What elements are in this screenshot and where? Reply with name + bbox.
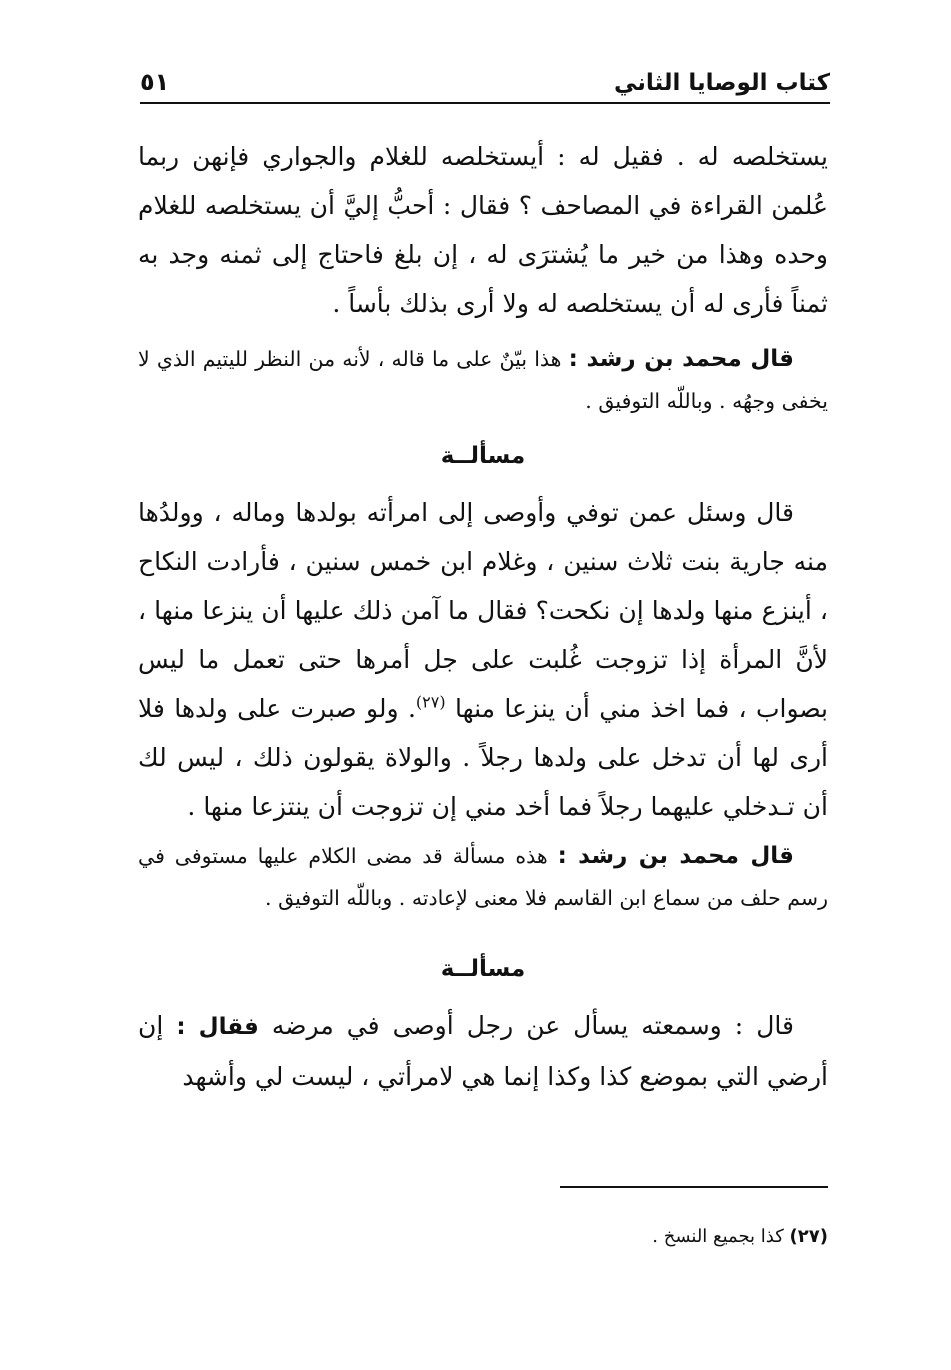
commentary-paragraph <box>138 835 828 919</box>
speaker-label: فقال : <box>176 1014 259 1040</box>
paragraph-text: وسمعته يسأل عن رجل أوصى في مرضه <box>258 1011 735 1040</box>
commentator-name: قال محمد بن رشد : <box>568 346 794 372</box>
paragraph-text: إن أرضي التي بموضع كذا وكذا إنما هي لامرأتي ، ليست لي وأشهد <box>138 1011 828 1091</box>
paragraph-text: يستخلصه له . فقيل له : أيستخلصه للغلام والجواري فإنهن ربما عُلمن القراءة في المصاحف ؟ فقال : أحبُّ إليَّ أن يستخلصه للغلام وحده وهذا من خير ما يُشترَى له ، إن بلغ فاحتاج إلى ثمنه وجد به ثمناً فأرى له أن يستخلصه له ولا أرى بذلك بأساً . <box>138 142 828 318</box>
paragraph <box>138 1001 828 1101</box>
page-body <box>138 132 828 1101</box>
footnote-divider <box>560 1186 828 1188</box>
commentator-name: قال محمد بن رشد : <box>557 843 794 869</box>
paragraph-text: قال وسئل عمن توفي وأوصى إلى امرأته بولدها وماله ، وولدُها منه جارية بنت ثلاث سنين ، وغلام ابن خمس سنين ، فأرادت النكاح ، أينزع منها ولدها إن نكحت؟ فقال ما آمن ذلك عليها أن ينزعا منها ، لأنَّ المرأة إذا تزوجت غُلبت على جل أمرها حتى تعمل ما ليس بصواب ، فما اخذ مني أن ينزعا منها <box>138 498 829 723</box>
commentary-paragraph <box>138 338 828 422</box>
paragraph-text: . ولو صبرت على ولدها فلا أرى لها أن تدخل على ولدها رجلاً . والولاة يقولون ذلك ، ليس لك أن تـدخلي عليهما رجلاً فما أخد مني إن تزوجت أن ينتزعا منها . <box>138 694 828 821</box>
page-header <box>140 62 830 104</box>
commentary-text: هذا بيّنٌ على ما قاله ، لأنه من النظر لليتيم الذي لا يخفى وجهُه . وباللّه التوفيق . <box>138 347 828 413</box>
section-heading: مسألــة <box>440 443 526 469</box>
footnote <box>138 1222 828 1252</box>
footnote-number: (٢٧) <box>789 1226 828 1247</box>
section-heading: مسألــة <box>440 956 526 982</box>
paragraph <box>138 488 828 831</box>
footnote-text: كذا بجميع النسخ . <box>652 1226 790 1247</box>
book-title: كتاب الوصايا الثاني <box>613 70 830 96</box>
commentary-text: هذه مسألة قد مضى الكلام عليها مستوفى في رسم حلف من سماع ابن القاسم فلا معنى لإعادته . وباللّه التوفيق . <box>138 844 828 910</box>
paragraph-text: قال : <box>734 1011 794 1040</box>
page-number: ٥١ <box>140 68 170 96</box>
footnote-reference[interactable]: (٢٧) <box>415 692 446 712</box>
paragraph <box>138 132 828 328</box>
